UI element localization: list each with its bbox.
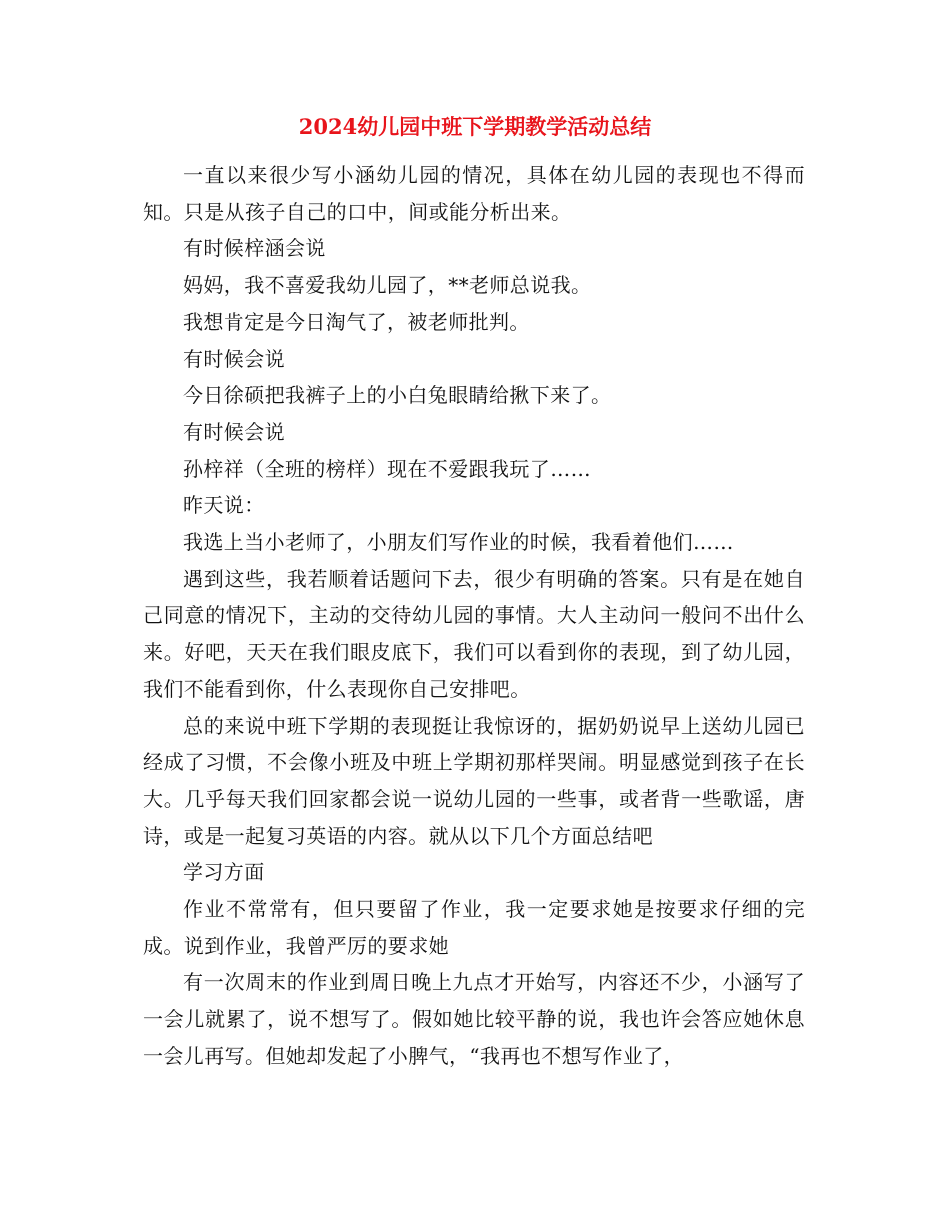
paragraph: 有时候梓涵会说 xyxy=(183,236,326,261)
paragraph: 昨天说： xyxy=(183,493,265,518)
section-heading: 学习方面 xyxy=(183,860,265,885)
document-body xyxy=(143,157,805,1075)
paragraph: 总的来说中班下学期的表现挺让我惊讶的，据奶奶说早上送幼儿园已经成了习惯，不会像小班及中班上学期初那样哭闹。明显感觉到孩子在长大。几乎每天我们回家都会说一说幼儿园的一些事，或者背一些歌谣，唐诗，或是一起复习英语的内容。就从以下几个方面总结吧 xyxy=(143,713,805,848)
paragraph: 孙梓祥（全班的榜样）现在不爱跟我玩了…… xyxy=(183,456,591,481)
paragraph: 有一次周末的作业到周日晚上九点才开始写，内容还不少，小涵写了一会儿就累了，说不想写了。假如她比较平静的说，我也许会答应她休息一会儿再写。但她却发起了小脾气，“我再也不想写作业了， xyxy=(143,970,805,1068)
document-title: 2024幼儿园中班下学期教学活动总结 xyxy=(298,114,652,139)
paragraph: 遇到这些，我若顺着话题问下去，很少有明确的答案。只有是在她自己同意的情况下，主动的交待幼儿园的事情。大人主动问一般问不出什么来。好吧，天天在我们眼皮底下，我们可以看到你的表现，到了幼儿园，我们不能看到你，什么表现你自己安排吧。 xyxy=(143,566,805,701)
paragraph: 有时候会说 xyxy=(183,346,285,371)
paragraph: 作业不常常有，但只要留了作业，我一定要求她是按要求仔细的完成。说到作业，我曾严厉的要求她 xyxy=(143,897,805,958)
paragraph: 今日徐硕把我裤子上的小白兔眼睛给揪下来了。 xyxy=(183,383,612,408)
paragraph: 一直以来很少写小涵幼儿园的情况，具体在幼儿园的表现也不得而知。只是从孩子自己的口中，间或能分析出来。 xyxy=(143,163,805,224)
paragraph: 妈妈，我不喜爱我幼儿园了，**老师总说我。 xyxy=(183,273,592,298)
paragraph: 有时候会说 xyxy=(183,419,285,444)
paragraph: 我想肯定是今日淘气了，被老师批判。 xyxy=(183,309,530,334)
paragraph: 我选上当小老师了，小朋友们写作业的时候，我看着他们…… xyxy=(183,530,734,555)
